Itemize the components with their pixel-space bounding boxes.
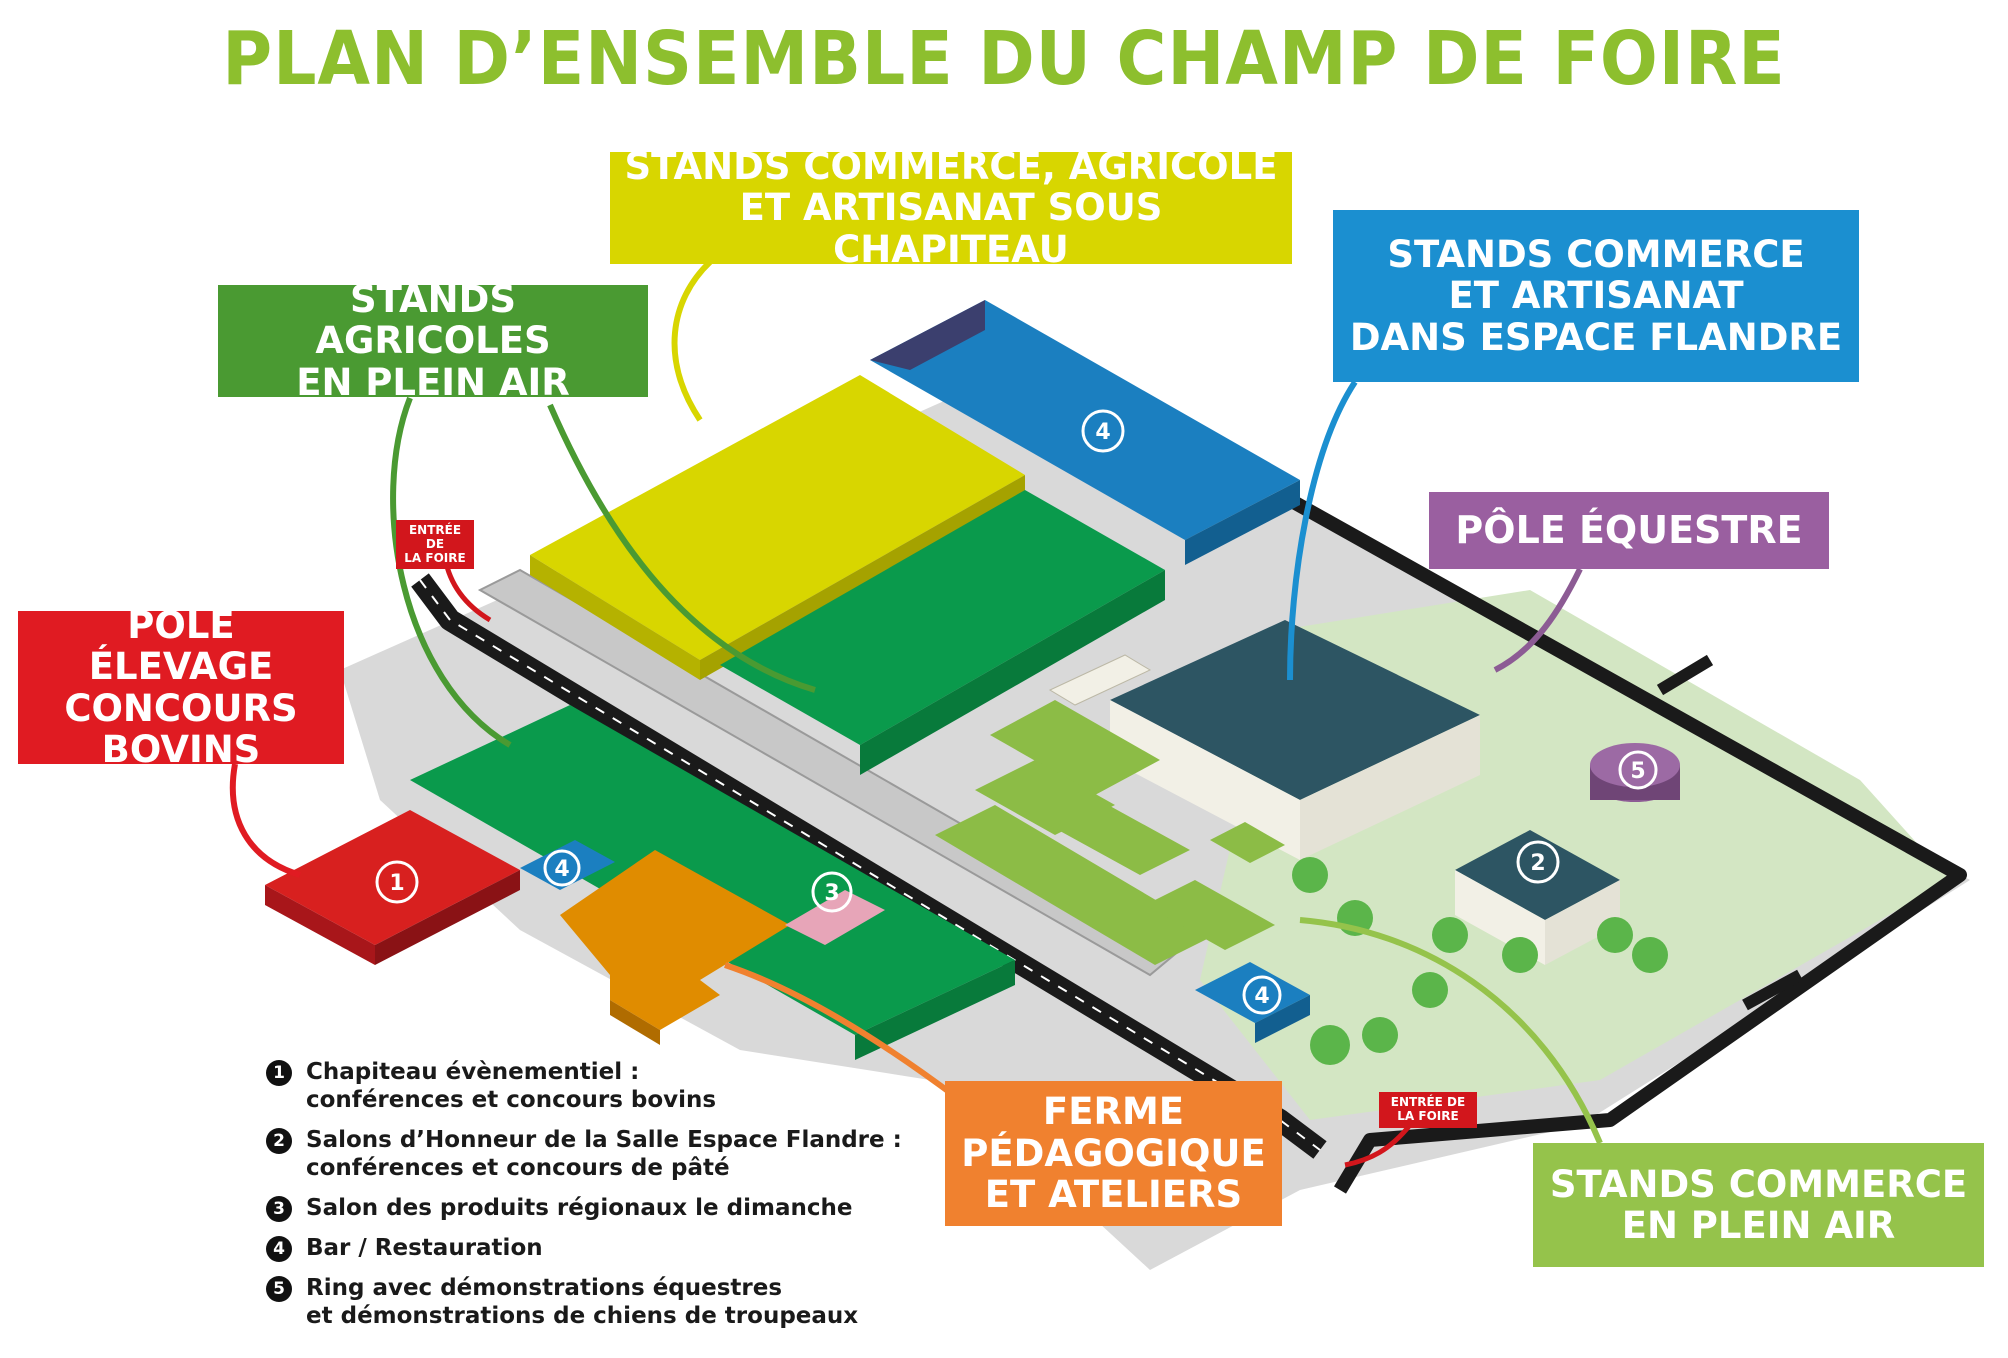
legend-item [266, 1274, 966, 1330]
legend-item [266, 1058, 966, 1114]
entrance-sign-north: ENTRÉE DE LA FOIRE [396, 520, 474, 569]
arrow-chapiteau [675, 262, 710, 420]
legend-number: 1 [266, 1060, 292, 1086]
legend-text: Bar / Restauration [306, 1235, 543, 1262]
legend-text: Salons d’Honneur de la Salle Espace Flandre : conférences et concours de pâté [306, 1127, 902, 1182]
legend [266, 1058, 966, 1342]
legend-text: Ring avec démonstrations équestres et démonstrations de chiens de troupeaux [306, 1275, 859, 1330]
arrow-elevage [233, 764, 300, 875]
callout-agricoles [218, 277, 648, 404]
callout-chapiteau [610, 144, 1292, 271]
legend-item [266, 1234, 966, 1262]
legend-number: 3 [266, 1196, 292, 1222]
callout-elevage [18, 603, 344, 771]
callout-commerce-plein-air-text: STANDS COMMERCE EN PLEIN AIR [1549, 1162, 1968, 1247]
callout-commerce-plein-air [1533, 1143, 1984, 1267]
page-title: PLAN D’ENSEMBLE DU CHAMP DE FOIRE [222, 16, 1786, 102]
svg-text:4: 4 [554, 857, 570, 882]
callout-ferme-text: FERME PÉDAGOGIQUE ET ATELIERS [961, 1090, 1266, 1217]
callout-elevage-text: PÔLE ÉLEVAGE CONCOURS BOVINS [64, 603, 298, 771]
svg-text:3: 3 [824, 881, 840, 906]
callout-equestre [1429, 492, 1829, 569]
legend-number: 4 [266, 1236, 292, 1262]
svg-text:5: 5 [1630, 759, 1646, 784]
callout-chapiteau-text: STANDS COMMERCE, AGRICOLE ET ARTISANAT SOUS CHAPITEAU [624, 144, 1278, 271]
legend-number: 2 [266, 1128, 292, 1154]
callout-equestre-text: PÔLE ÉQUESTRE [1455, 508, 1803, 553]
callout-espace-flandre [1333, 210, 1859, 382]
svg-text:2: 2 [1530, 851, 1546, 876]
callout-ferme [945, 1081, 1282, 1226]
legend-text: Chapiteau évènementiel : conférences et concours bovins [306, 1059, 717, 1114]
entrance-sign-south: ENTRÉE DE LA FOIRE [1379, 1092, 1477, 1128]
legend-text: Salon des produits régionaux le dimanche [306, 1195, 853, 1222]
legend-number: 5 [266, 1276, 292, 1302]
callout-espace-flandre-text: STANDS COMMERCE ET ARTISANAT DANS ESPACE FLANDRE [1349, 232, 1843, 359]
svg-text:4: 4 [1254, 984, 1270, 1009]
callout-agricoles-text: STANDS AGRICOLES EN PLEIN AIR [296, 277, 570, 404]
svg-text:1: 1 [389, 871, 405, 896]
legend-item [266, 1194, 966, 1222]
legend-item [266, 1126, 966, 1182]
svg-text:4: 4 [1095, 420, 1111, 445]
